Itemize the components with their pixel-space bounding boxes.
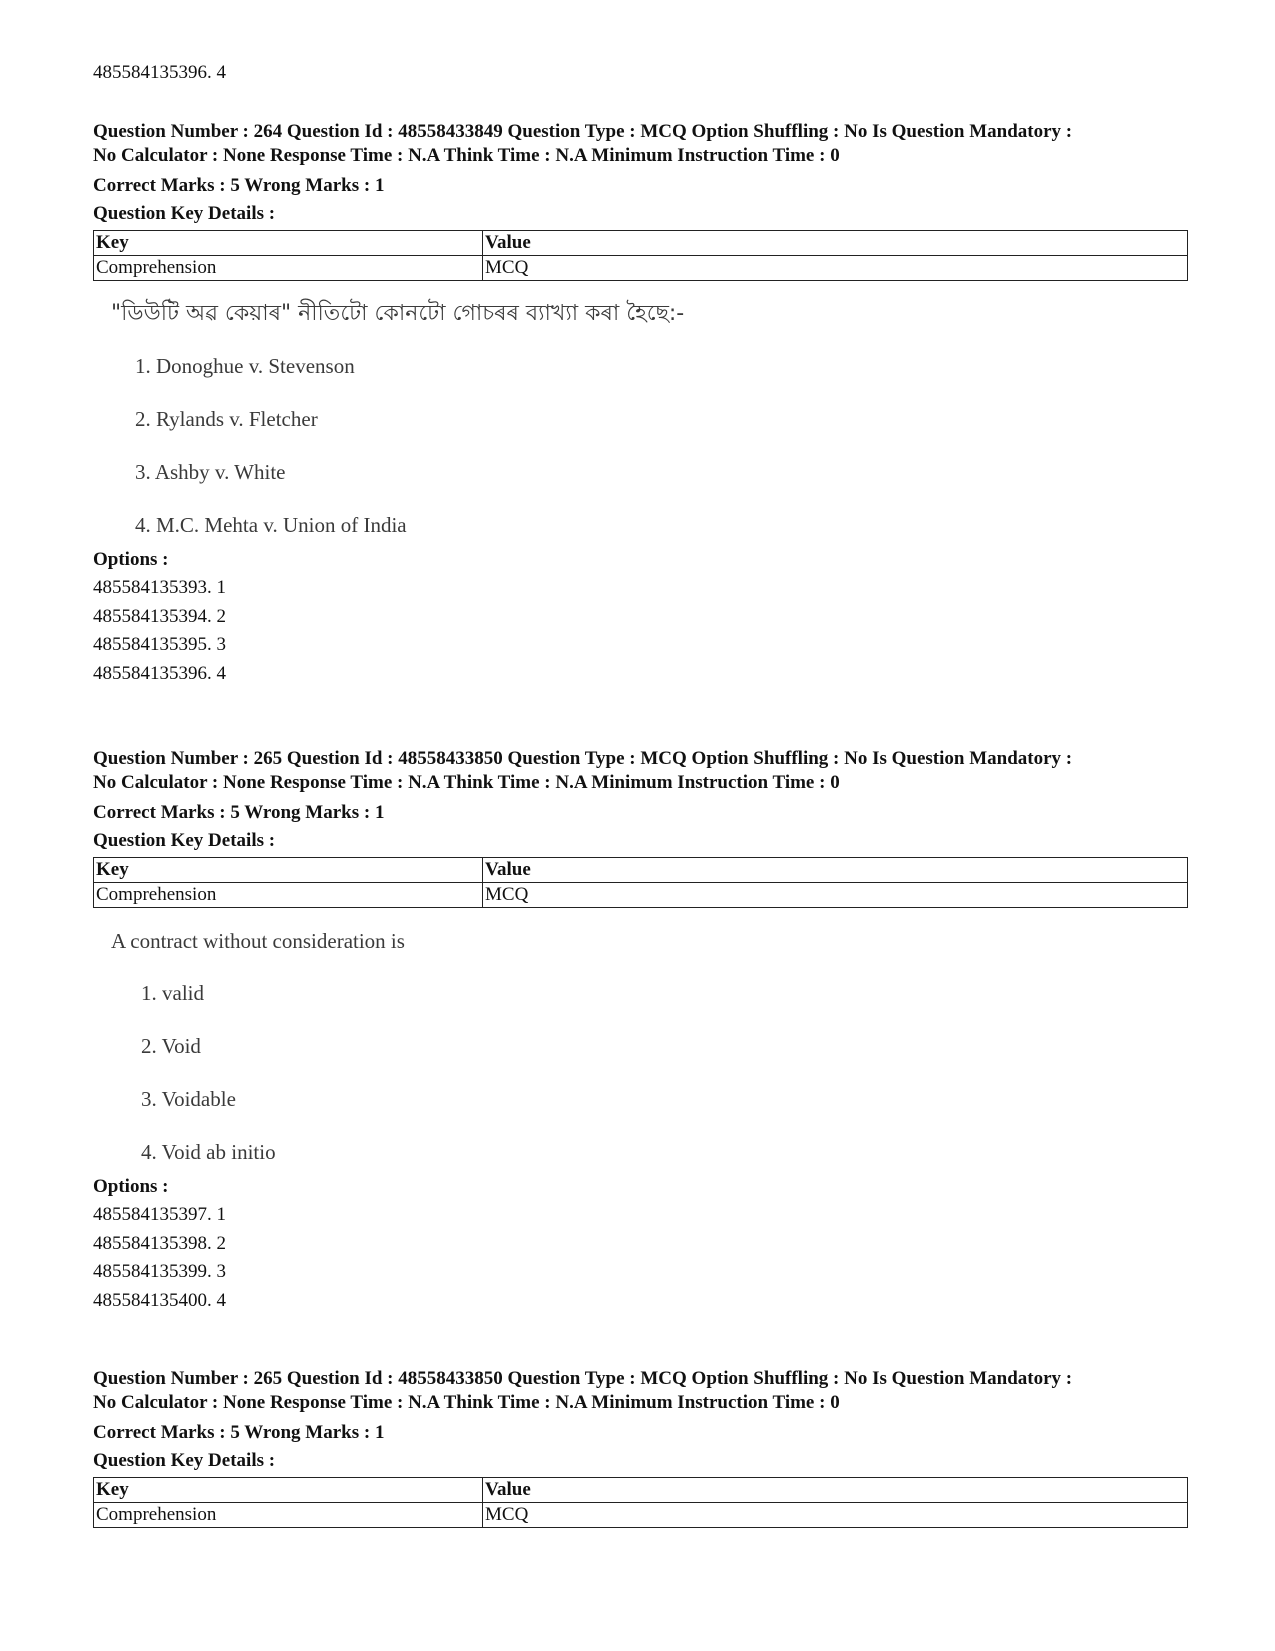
question-choices [93,351,1188,544]
key-cell: Comprehension [94,1503,483,1528]
table-row [94,256,1188,281]
options-label: Options : [93,549,169,570]
question-text: "ডিউটি অৱ কেয়াৰ" নীতিটো কোনটো গোচৰৰ ব্যাখ্যা কৰা হৈছে:- [111,301,685,326]
value-cell: MCQ [483,256,1188,281]
key-cell: Comprehension [94,256,483,281]
key-header: Key [94,858,483,883]
choice-item: 2. Rylands v. Fletcher [135,407,318,431]
marks-line: Correct Marks : 5 Wrong Marks : 1 [93,802,385,823]
question-image [93,926,1188,1171]
choice-item: 3. Ashby v. White [135,460,286,484]
question-text: A contract without consideration is [111,929,405,953]
key-details-table [93,230,1188,281]
question-meta-line-1: Question Number : 265 Question Id : 48558433850 Question Type : MCQ Option Shuffling : No Is Question Mandatory : [93,1368,1073,1389]
value-cell: MCQ [483,1503,1188,1528]
question-block-265-repeat [93,1367,1188,1528]
value-header: Value [483,231,1188,256]
choice-item: 2. Void [141,1034,201,1058]
question-block-265 [93,747,1188,1315]
question-meta-line-2: No Calculator : None Response Time : N.A Think Time : N.A Minimum Instruction Time : 0 [93,772,840,793]
key-header: Key [94,1478,483,1503]
question-block-264 [93,120,1188,688]
option-line: 485584135397. 1 [93,1204,226,1225]
option-line: 485584135400. 4 [93,1289,226,1311]
value-header: Value [483,1478,1188,1503]
question-meta-line-1: Question Number : 265 Question Id : 48558433850 Question Type : MCQ Option Shuffling : No Is Question Mandatory : [93,748,1073,769]
options-label: Options : [93,1176,169,1197]
value-cell: MCQ [483,883,1188,908]
option-line: 485584135395. 3 [93,634,226,655]
option-line: 485584135394. 2 [93,605,226,627]
question-image [93,299,1188,544]
previous-option-line: 485584135396. 4 [93,62,226,83]
option-line: 485584135393. 1 [93,577,226,598]
choice-item: 1. valid [141,981,204,1005]
question-meta-line-1: Question Number : 264 Question Id : 48558433849 Question Type : MCQ Option Shuffling : No Is Question Mandatory : [93,121,1073,142]
table-row [94,1503,1188,1528]
marks-line: Correct Marks : 5 Wrong Marks : 1 [93,175,385,196]
key-header: Key [94,231,483,256]
choice-item: 3. Voidable [141,1087,236,1111]
choice-item: 4. M.C. Mehta v. Union of India [135,513,407,537]
table-header-row [94,231,1188,256]
question-choices [93,978,1188,1171]
option-line: 485584135398. 2 [93,1232,226,1254]
key-cell: Comprehension [94,883,483,908]
table-row [94,883,1188,908]
marks-line: Correct Marks : 5 Wrong Marks : 1 [93,1422,385,1443]
choice-item: 1. Donoghue v. Stevenson [135,354,355,378]
question-meta-line-2: No Calculator : None Response Time : N.A Think Time : N.A Minimum Instruction Time : 0 [93,1392,840,1413]
key-details-label: Question Key Details : [93,830,276,851]
key-details-table [93,1477,1188,1528]
option-line: 485584135399. 3 [93,1261,226,1282]
choice-item: 4. Void ab initio [141,1140,276,1164]
key-details-label: Question Key Details : [93,203,276,224]
key-details-label: Question Key Details : [93,1450,276,1471]
table-header-row [94,1478,1188,1503]
table-header-row [94,858,1188,883]
option-line: 485584135396. 4 [93,662,226,684]
question-meta-line-2: No Calculator : None Response Time : N.A Think Time : N.A Minimum Instruction Time : 0 [93,145,840,166]
key-details-table [93,857,1188,908]
value-header: Value [483,858,1188,883]
